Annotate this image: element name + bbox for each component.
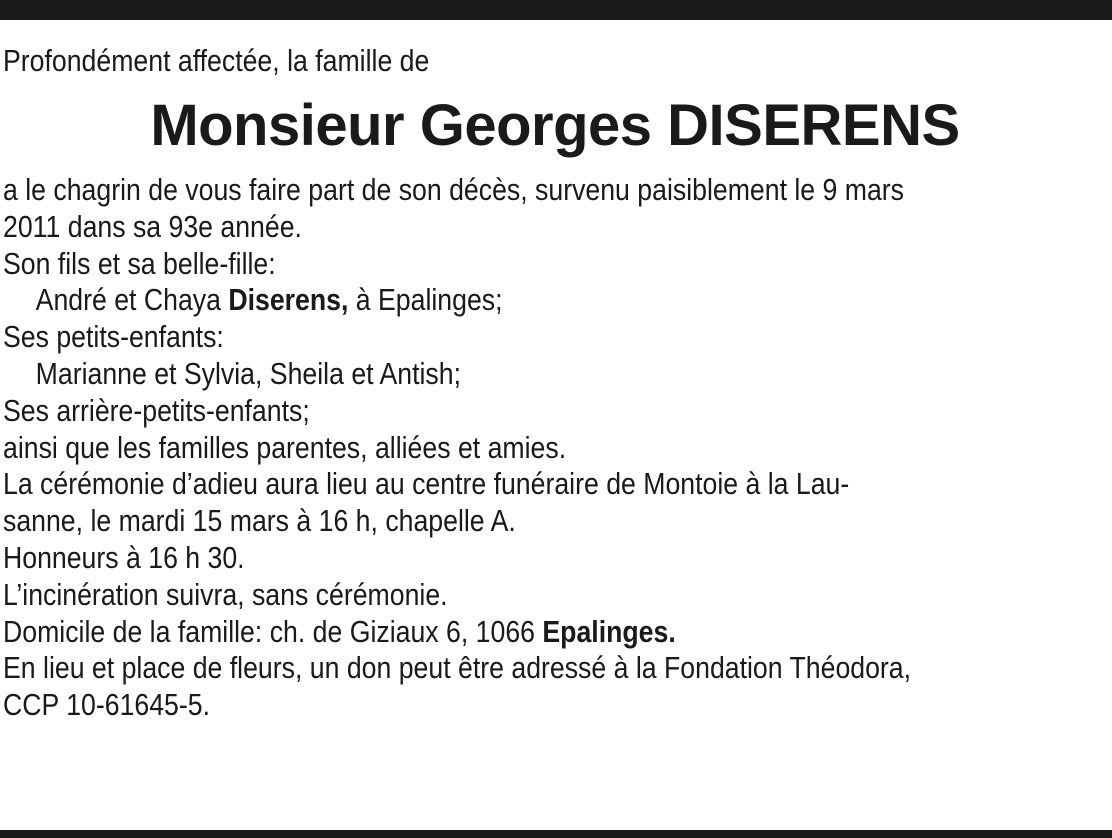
grandchildren-entry: Marianne et Sylvia, Sheila et Antish;	[35, 355, 461, 391]
obituary-notice	[3, 40, 1107, 724]
donation-line-1: En lieu et place de fleurs, un don peut être adressé à la Fondation Théodora,	[3, 650, 912, 686]
ceremony-line-1: La cérémonie d’adieu aura lieu au centre funéraire de Montoie à la Lau-	[3, 466, 850, 502]
top-border-rule	[0, 0, 1112, 20]
family-address-line	[3, 614, 952, 651]
son-names: André et Chaya	[35, 282, 229, 318]
cremation-line: L’incinération suivra, sans cérémonie.	[3, 576, 448, 612]
announcement-line-2: 2011 dans sa 93e année.	[3, 208, 302, 244]
family-address: Domicile de la famille: ch. de Giziaux 6, 1066	[3, 613, 543, 649]
grandchildren-heading: Ses petits-enfants:	[3, 319, 224, 355]
great-grandchildren-line: Ses arrière-petits-enfants;	[3, 392, 310, 428]
announcement-line-1: a le chagrin de vous faire part de son décès, survenu paisiblement le 9 mars	[3, 172, 905, 207]
family-address-town: Epalinges.	[542, 613, 676, 649]
son-location: à Epalinges;	[348, 282, 503, 318]
intro-line: Profondément affectée, la famille de	[3, 43, 430, 78]
relatives-line: ainsi que les familles parentes, alliées et amies.	[3, 429, 567, 465]
bottom-border-rule	[0, 830, 1112, 838]
deceased-name: Monsieur Georges DISERENS	[150, 93, 960, 158]
son-entry	[3, 282, 952, 319]
ceremony-line-2: sanne, le mardi 15 mars à 16 h, chapelle A.	[3, 503, 516, 539]
honours-line: Honneurs à 16 h 30.	[3, 539, 245, 575]
son-surname: Diserens,	[228, 282, 349, 318]
son-heading: Son fils et sa belle-fille:	[3, 245, 276, 281]
donation-line-2: CCP 10-61645-5.	[3, 687, 211, 723]
